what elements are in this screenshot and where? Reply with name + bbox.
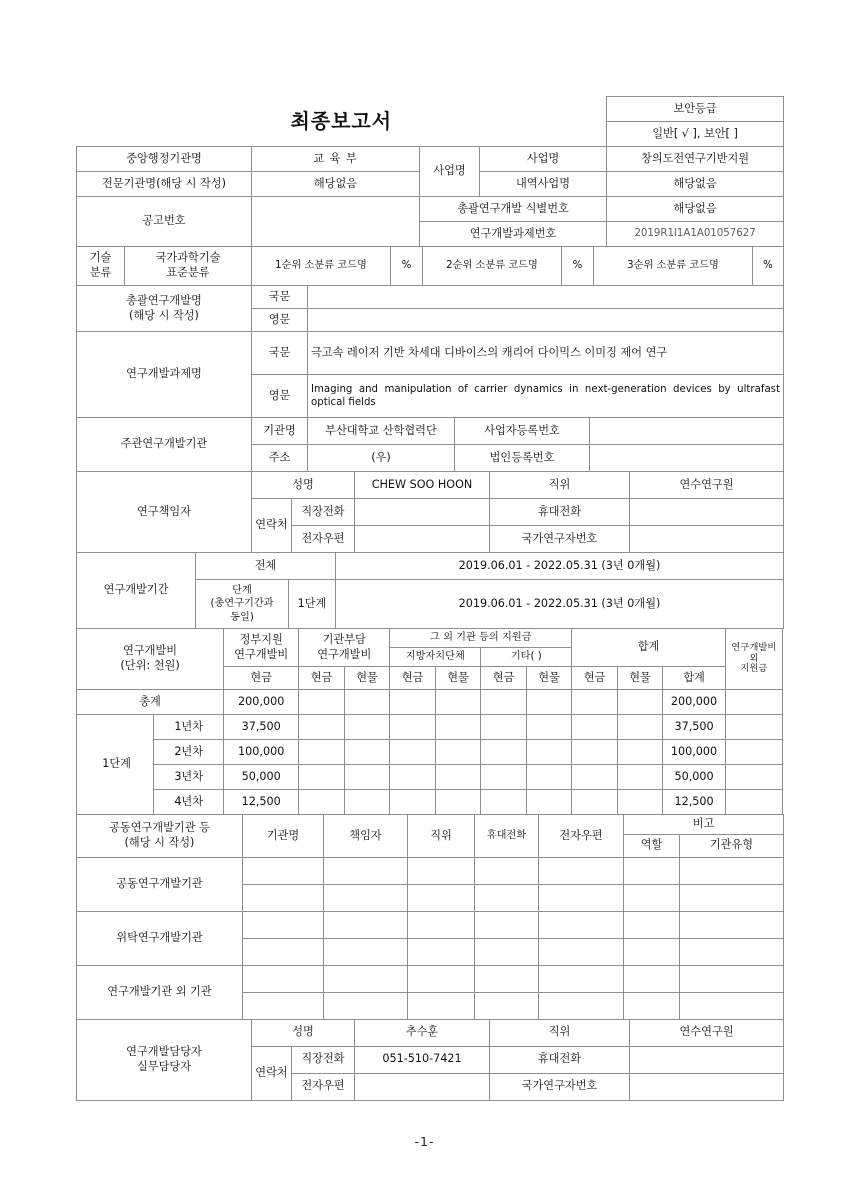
- partner-cell-org-type: [680, 965, 784, 992]
- budget-row-sum-cash: [572, 715, 618, 740]
- budget-row-gov-cash: 100,000: [224, 740, 299, 765]
- outside-support-overlap: [729, 643, 779, 675]
- announcement-number-label: 공고번호: [77, 197, 252, 247]
- budget-row-gov-cash: 50,000: [224, 765, 299, 790]
- pi-contact-label: 연락처: [252, 499, 292, 553]
- overall-project-english-label: 영문: [252, 309, 308, 332]
- overall-project-english-value: [308, 309, 784, 332]
- budget-row-local-cash: [390, 790, 436, 815]
- period-stage1-value: 2019.06.01 - 2022.05.31 (3년 0개월): [336, 580, 784, 629]
- partners-group-label-external: 연구개발기관 외 기관: [77, 965, 243, 1019]
- pi-researcher-number-value: [630, 526, 784, 553]
- table-row: [77, 790, 783, 815]
- budget-row-outside: [725, 765, 782, 790]
- partner-cell-manager: [324, 938, 408, 965]
- rank3-percent-label: %: [753, 247, 784, 286]
- pi-researcher-number-label: 국가연구자번호: [490, 526, 630, 553]
- project-number-value: 2019R1I1A1A01057627: [607, 222, 784, 247]
- partner-cell-manager: [324, 911, 408, 938]
- budget-row-org-inkind: [344, 790, 390, 815]
- partners-header-label-line2: (해당 시 작성): [124, 835, 195, 849]
- sum-total-label: 합계: [663, 667, 725, 690]
- host-org-name-label: 기관명: [252, 418, 308, 445]
- period-label: 연구개발기간: [77, 553, 196, 629]
- partners-group-label-joint: 공동연구개발기관: [77, 857, 243, 911]
- contact-mobile-label: 휴대전화: [490, 1046, 630, 1073]
- budget-table: [76, 628, 783, 815]
- central-agency-value: 교 육 부: [252, 147, 420, 172]
- budget-row-local-cash: [390, 690, 436, 715]
- partners-email-label: 전자우편: [539, 815, 624, 858]
- project-title-english-label: 영문: [252, 375, 308, 418]
- tech-class-label-line2: 분류: [89, 266, 112, 279]
- partners-org-type-label: 기관유형: [680, 834, 784, 857]
- gov-cash-label: 현금: [224, 667, 299, 690]
- project-title-korean-label: 국문: [252, 332, 308, 375]
- local-government-label: 지방자치단체: [390, 648, 481, 667]
- corporate-registration-label: 법인등록번호: [455, 445, 590, 472]
- partner-cell-manager: [324, 884, 408, 911]
- std-class-label-line2: 표준분류: [166, 266, 210, 279]
- etc-cash-label: 현금: [481, 667, 527, 690]
- partner-organizations-table: [76, 814, 784, 1020]
- budget-row-etc-inkind: [526, 765, 572, 790]
- partner-cell-org-type: [680, 857, 784, 884]
- central-agency-label: 중앙행정기관명: [77, 147, 252, 172]
- partner-cell-position: [408, 992, 475, 1019]
- corporate-registration-value: [590, 445, 784, 472]
- budget-label-line1: 연구개발비: [123, 644, 178, 658]
- budget-row-sum-total: 100,000: [663, 740, 725, 765]
- org-funding-label: [299, 629, 390, 667]
- local-cash-label: 현금: [390, 667, 436, 690]
- program-group-label: 사업명: [420, 147, 480, 197]
- partner-cell-org-type: [680, 884, 784, 911]
- budget-row-etc-inkind: [526, 715, 572, 740]
- partner-cell-email: [539, 938, 624, 965]
- partner-cell-role: [624, 965, 680, 992]
- tech-class-label: [77, 247, 125, 286]
- partners-header-label-line1: 공동연구개발기관 등: [109, 821, 210, 835]
- budget-row-local-inkind: [435, 690, 481, 715]
- budget-row-gov-cash: 37,500: [224, 715, 299, 740]
- partner-cell-mobile: [475, 884, 539, 911]
- table-row: [77, 965, 784, 992]
- partner-cell-org-type: [680, 911, 784, 938]
- pi-position-label: 직위: [490, 472, 630, 499]
- budget-row-sum-inkind: [617, 765, 663, 790]
- rank2-percent-label: %: [562, 247, 594, 286]
- outside-support-label-line2: 외: [749, 652, 759, 664]
- table-row: [77, 690, 783, 715]
- budget-row-sum-cash: [572, 740, 618, 765]
- budget-stage-group-label: 1단계: [77, 715, 154, 815]
- outside-support-label: [725, 629, 782, 690]
- period-stage-label-line3: 동일): [230, 611, 254, 623]
- partners-remarks-label: 비고: [624, 815, 784, 835]
- budget-row-gov-cash: 12,500: [224, 790, 299, 815]
- project-number-label: 연구개발과제번호: [420, 222, 607, 247]
- pi-label: 연구책임자: [77, 472, 252, 553]
- partners-org-name-label: 기관명: [243, 815, 324, 858]
- partner-cell-email: [539, 857, 624, 884]
- pi-office-phone-label: 직장전화: [292, 499, 355, 526]
- table-row: [77, 765, 783, 790]
- contact-name-label: 성명: [252, 1019, 355, 1046]
- partners-group-label-entrusted: 위탁연구개발기관: [77, 911, 243, 965]
- overall-project-label-line1: 총괄연구개발명: [126, 293, 202, 307]
- partner-cell-manager: [324, 992, 408, 1019]
- contact-position-label: 직위: [490, 1019, 630, 1046]
- contact-label-line2: 실무담당자: [136, 1059, 192, 1073]
- contact-mobile-value: [630, 1046, 784, 1073]
- page-number: -1-: [414, 1134, 435, 1149]
- government-funding-label-line1: 정부지원: [239, 632, 283, 646]
- contact-email-value: [355, 1073, 490, 1100]
- partner-cell-org-name: [243, 911, 324, 938]
- budget-row-org-inkind: [344, 765, 390, 790]
- partner-cell-org-name: [243, 884, 324, 911]
- pi-mobile-value: [630, 499, 784, 526]
- period-total-value: 2019.06.01 - 2022.05.31 (3년 0개월): [336, 553, 784, 580]
- report-cover-sheet: [76, 96, 783, 1101]
- host-organization-table: [76, 417, 784, 472]
- partner-cell-mobile: [475, 992, 539, 1019]
- budget-row-name: 4년차: [154, 790, 224, 815]
- partner-cell-role: [624, 884, 680, 911]
- partner-cell-org-name: [243, 857, 324, 884]
- contact-office-phone-label: 직장전화: [292, 1046, 355, 1073]
- pi-office-phone-value: [355, 499, 490, 526]
- local-inkind-label: 현물: [435, 667, 481, 690]
- overall-project-korean-value: [308, 286, 784, 309]
- budget-row-sum-inkind: [617, 690, 663, 715]
- budget-row-org-cash: [299, 790, 345, 815]
- contact-contact-label: 연락처: [252, 1046, 292, 1100]
- research-period-table: [76, 552, 784, 629]
- budget-row-name: 2년차: [154, 740, 224, 765]
- host-org-address-value: (우): [308, 445, 455, 472]
- partner-cell-role: [624, 911, 680, 938]
- table-row: [77, 740, 783, 765]
- period-stage-label: [196, 580, 289, 629]
- budget-row-name: 1년차: [154, 715, 224, 740]
- partner-cell-role: [624, 992, 680, 1019]
- std-class-label-line1: 국가과학기술: [155, 251, 221, 265]
- partner-cell-position: [408, 884, 475, 911]
- budget-row-org-inkind: [344, 690, 390, 715]
- budget-row-local-inkind: [435, 740, 481, 765]
- partner-cell-position: [408, 857, 475, 884]
- budget-row-org-inkind: [344, 740, 390, 765]
- period-stage-label-line1: 단계: [232, 585, 252, 597]
- partner-cell-org-type: [680, 938, 784, 965]
- contact-researcher-number-label: 국가연구자번호: [490, 1073, 630, 1100]
- subprogram-label: 내역사업명: [480, 172, 607, 197]
- contact-researcher-number-value: [630, 1073, 784, 1100]
- budget-row-etc-cash: [481, 715, 527, 740]
- contact-name-value: 추수훈: [355, 1019, 490, 1046]
- overall-id-label: 총괄연구개발 식별번호: [420, 197, 607, 222]
- project-title-english-value: Imaging and manipulation of carrier dynamics in next-generation devices by ultrafast optical fields: [308, 375, 784, 418]
- specialized-agency-label: 전문기관명(해당 시 작성): [77, 172, 252, 197]
- contact-position-value: 연수연구원: [630, 1019, 784, 1046]
- budget-row-sum-inkind: [617, 715, 663, 740]
- sum-inkind-label: 현물: [617, 667, 663, 690]
- budget-label: [77, 629, 224, 690]
- overall-project-label-line2: (해당 시 작성): [129, 308, 199, 322]
- budget-row-name: 3년차: [154, 765, 224, 790]
- budget-row-etc-inkind: [526, 690, 572, 715]
- partner-cell-manager: [324, 857, 408, 884]
- budget-row-org-cash: [299, 740, 345, 765]
- budget-row-local-inkind: [435, 715, 481, 740]
- partner-cell-role: [624, 857, 680, 884]
- budget-row-etc-cash: [481, 740, 527, 765]
- etc-inkind-label: 현물: [526, 667, 572, 690]
- budget-row-sum-total: 12,500: [663, 790, 725, 815]
- partner-cell-email: [539, 884, 624, 911]
- partner-cell-org-name: [243, 965, 324, 992]
- project-title-label: 연구개발과제명: [77, 332, 252, 418]
- budget-row-org-cash: [299, 765, 345, 790]
- partner-cell-email: [539, 992, 624, 1019]
- budget-row-sum-cash: [572, 765, 618, 790]
- contact-label: [77, 1019, 252, 1100]
- budget-row-etc-cash: [481, 790, 527, 815]
- budget-label-line2: (단위: 천원): [120, 659, 180, 672]
- budget-row-org-cash: [299, 690, 345, 715]
- budget-row-etc-cash: [481, 765, 527, 790]
- rank1-percent-label: %: [391, 247, 423, 286]
- budget-row-gov-cash: 200,000: [224, 690, 299, 715]
- partners-role-label: 역할: [624, 834, 680, 857]
- sum-group-label: 합계: [572, 629, 725, 667]
- rank1-code-label: 1순위 소분류 코드명: [252, 247, 391, 286]
- partner-cell-email: [539, 911, 624, 938]
- tech-classification-table: [76, 246, 784, 286]
- partner-cell-manager: [324, 965, 408, 992]
- partners-mobile-label: 휴대전화: [475, 815, 539, 858]
- budget-row-local-cash: [390, 715, 436, 740]
- period-total-label: 전체: [196, 553, 336, 580]
- budget-row-sum-total: 37,500: [663, 715, 725, 740]
- budget-row-etc-inkind: [526, 740, 572, 765]
- program-label: 사업명: [480, 147, 607, 172]
- partner-cell-role: [624, 938, 680, 965]
- partner-cell-position: [408, 938, 475, 965]
- sum-cash-label: 현금: [572, 667, 618, 690]
- budget-row-org-inkind: [344, 715, 390, 740]
- contact-label-line1: 연구개발담당자: [126, 1045, 202, 1058]
- security-grade-label: 보안등급: [607, 97, 784, 122]
- partner-cell-mobile: [475, 857, 539, 884]
- budget-row-outside: [725, 790, 782, 815]
- partners-header-label: [77, 815, 243, 858]
- period-stage1-label: 1단계: [289, 580, 336, 629]
- budget-row-outside: [725, 715, 782, 740]
- contact-email-label: 전자우편: [292, 1073, 355, 1100]
- contact-person-table: [76, 1019, 784, 1101]
- host-org-label: 주관연구개발기관: [77, 418, 252, 472]
- principal-investigator-table: [76, 471, 784, 553]
- budget-row-local-inkind: [435, 790, 481, 815]
- partner-cell-position: [408, 965, 475, 992]
- org-funding-label-line1: 기관부담: [322, 632, 366, 646]
- table-row: [77, 715, 783, 740]
- partner-cell-position: [408, 911, 475, 938]
- org-cash-label: 현금: [299, 667, 345, 690]
- budget-row-local-cash: [390, 740, 436, 765]
- table-row: [77, 911, 784, 938]
- pi-mobile-label: 휴대전화: [490, 499, 630, 526]
- partner-cell-email: [539, 965, 624, 992]
- project-title-korean-value: 극고속 레이저 기반 차세대 디바이스의 캐리어 다이믹스 이미징 제어 연구: [308, 332, 784, 375]
- partner-cell-mobile: [475, 965, 539, 992]
- budget-row-sum-inkind: [617, 790, 663, 815]
- period-stage-label-line2: (총연구기간과: [210, 598, 274, 610]
- announcement-number-value: [252, 197, 420, 247]
- org-inkind-label: 현물: [344, 667, 390, 690]
- budget-row-etc-inkind: [526, 790, 572, 815]
- partner-cell-org-name: [243, 992, 324, 1019]
- budget-row-local-inkind: [435, 765, 481, 790]
- budget-row-sum-cash: [572, 790, 618, 815]
- partners-manager-label: 책임자: [324, 815, 408, 858]
- contact-office-phone-value: 051-510-7421: [355, 1046, 490, 1073]
- outside-support-label-line3: 지원금: [740, 663, 768, 675]
- budget-row-outside: [725, 690, 782, 715]
- partner-cell-mobile: [475, 938, 539, 965]
- table-row: [77, 857, 784, 884]
- program-value: 창의도전연구기반지원: [607, 147, 784, 172]
- government-funding-label: [224, 629, 299, 667]
- budget-row-etc-cash: [481, 690, 527, 715]
- budget-row-sum-cash: [572, 690, 618, 715]
- org-funding-label-line2: 연구개발비: [317, 647, 372, 661]
- host-org-name-value: 부산대학교 산학협력단: [308, 418, 455, 445]
- overall-id-value: 해당없음: [607, 197, 784, 222]
- budget-row-sum-inkind: [617, 740, 663, 765]
- host-org-address-label: 주소: [252, 445, 308, 472]
- budget-row-org-cash: [299, 715, 345, 740]
- budget-row-outside: [725, 740, 782, 765]
- std-class-label: [125, 247, 252, 286]
- tech-class-label-line1: 기술: [89, 251, 112, 265]
- rank3-code-label: 3순위 소분류 코드명: [594, 247, 753, 286]
- pi-position-value: 연수연구원: [630, 472, 784, 499]
- budget-row-sum-total: 50,000: [663, 765, 725, 790]
- subprogram-value: 해당없음: [607, 172, 784, 197]
- other-support-group-label: 그 외 기관 등의 지원금: [390, 629, 572, 648]
- title-security-table: [76, 96, 784, 247]
- business-registration-value: [590, 418, 784, 445]
- rank2-code-label: 2순위 소분류 코드명: [423, 247, 562, 286]
- overall-project-korean-label: 국문: [252, 286, 308, 309]
- etc-support-label: 기타( ): [481, 648, 572, 667]
- overall-project-label: [77, 286, 252, 332]
- pi-name-label: 성명: [252, 472, 355, 499]
- budget-row-name: 총계: [77, 690, 224, 715]
- security-grade-value: 일반[ √ ], 보안[ ]: [607, 122, 784, 147]
- specialized-agency-value: 해당없음: [252, 172, 420, 197]
- partner-cell-org-type: [680, 992, 784, 1019]
- page-title: 최종보고서: [77, 97, 607, 147]
- business-registration-label: 사업자등록번호: [455, 418, 590, 445]
- budget-row-local-cash: [390, 765, 436, 790]
- government-funding-label-line2: 연구개발비: [234, 647, 289, 661]
- pi-name-value: CHEW SOO HOON: [355, 472, 490, 499]
- budget-row-sum-total: 200,000: [663, 690, 725, 715]
- partner-cell-org-name: [243, 938, 324, 965]
- pi-email-value: [355, 526, 490, 553]
- partners-position-label: 직위: [408, 815, 475, 858]
- project-name-table: [76, 285, 784, 418]
- pi-email-label: 전자우편: [292, 526, 355, 553]
- partner-cell-mobile: [475, 911, 539, 938]
- outside-support-label-line1: 연구개발비: [731, 641, 777, 653]
